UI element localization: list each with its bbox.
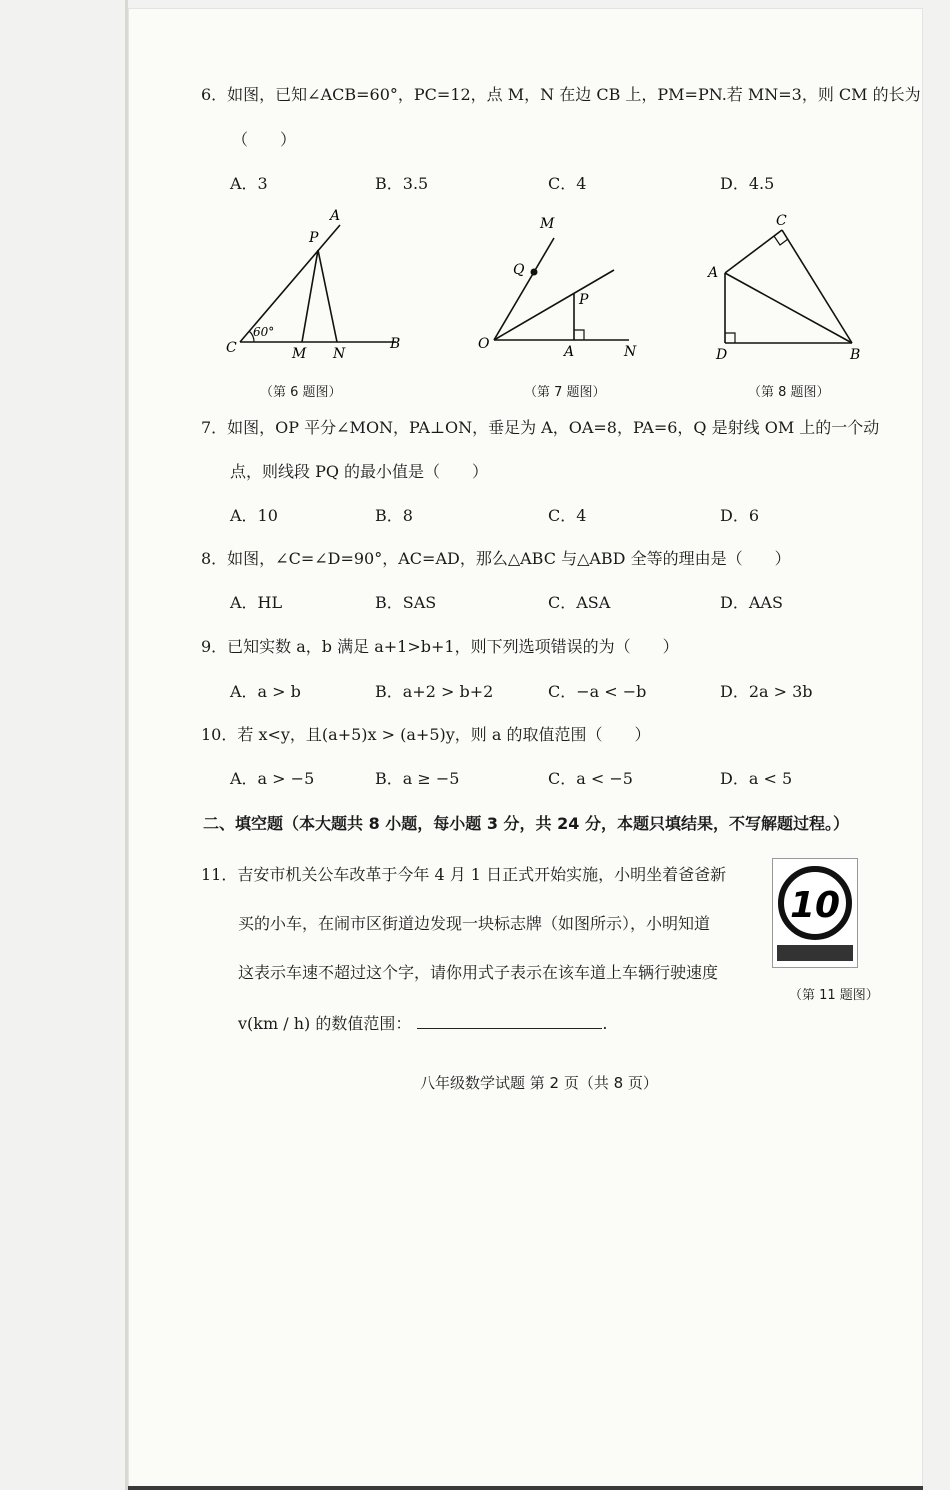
figure-8 bbox=[700, 205, 875, 365]
q8-option-d: D．AAS bbox=[720, 593, 783, 612]
q6-option-a: A．3 bbox=[230, 174, 268, 193]
q7-option-b: B．8 bbox=[375, 506, 413, 525]
label-m: M bbox=[292, 346, 307, 362]
q7-option-d: D．6 bbox=[720, 506, 760, 525]
q10-option-c: C．a < −5 bbox=[548, 769, 633, 788]
label-p: P bbox=[579, 292, 589, 308]
label-n: N bbox=[624, 344, 637, 360]
label-a: A bbox=[708, 265, 719, 281]
q8-stem: 8．如图，∠C=∠D=90°，AC=AD，那么△ABC 与△ABD 全等的理由是（ ） bbox=[201, 549, 791, 568]
segment-cb bbox=[782, 230, 852, 343]
label-b: B bbox=[390, 336, 401, 352]
label-m: M bbox=[540, 216, 555, 232]
point-q bbox=[531, 269, 538, 276]
label-b: B bbox=[850, 347, 861, 363]
q9-option-d: D．2a > 3b bbox=[720, 682, 813, 701]
q11-line-2: 买的小车，在闹市区街道边发现一块标志牌（如图所示），小明知道 bbox=[238, 914, 711, 933]
q8-option-c: C．ASA bbox=[548, 593, 611, 612]
label-q: Q bbox=[513, 262, 525, 278]
label-d: D bbox=[716, 347, 728, 363]
page-footer: 八年级数学试题 第 2 页（共 8 页） bbox=[420, 1074, 658, 1092]
label-c: C bbox=[226, 340, 237, 356]
q11-answer-blank[interactable] bbox=[417, 1014, 602, 1029]
figure-11-caption: （第 11 题图） bbox=[789, 988, 879, 1003]
q6-stem: 6．如图，已知∠ACB=60°，PC=12，点 M，N 在边 CB 上，PM=PN.若 MN=3，则 CM 的长为 bbox=[201, 85, 921, 104]
speed-limit-sign bbox=[772, 858, 858, 968]
q11-period: . bbox=[602, 1014, 608, 1033]
q7-stem: 7．如图，OP 平分∠MON，PA⊥ON，垂足为 A，OA=8，PA=6，Q 是射线 OM 上的一个动 bbox=[201, 418, 880, 437]
page-bottom-edge bbox=[128, 1486, 923, 1490]
ray-om bbox=[494, 238, 554, 340]
figure-8-caption: （第 8 题图） bbox=[748, 385, 830, 400]
sign-plate bbox=[777, 945, 853, 961]
figure-6 bbox=[220, 200, 410, 365]
q7-option-c: C．4 bbox=[548, 506, 587, 525]
line-pm bbox=[302, 250, 318, 342]
q11-line-3: 这表示车速不超过这个字，请你用式子表示在该车道上车辆行驶速度 bbox=[238, 963, 719, 982]
q7-option-a: A．10 bbox=[230, 506, 278, 525]
q10-stem: 10．若 x<y，且(a+5)x > (a+5)y，则 a 的取值范围（ ） bbox=[201, 725, 651, 744]
line-pn bbox=[318, 250, 337, 342]
q10-option-a: A．a > −5 bbox=[230, 769, 315, 788]
label-n: N bbox=[333, 346, 346, 362]
segment-ac bbox=[725, 230, 782, 273]
ray-op bbox=[494, 270, 614, 340]
sign-number: 10 bbox=[789, 885, 841, 926]
q9-option-c: C．−a < −b bbox=[548, 682, 647, 701]
q7-stem-continued: 点，则线段 PQ 的最小值是（ ） bbox=[230, 462, 489, 481]
q6-option-c: C．4 bbox=[548, 174, 587, 193]
q11-line-4 bbox=[238, 1011, 607, 1034]
label-a: A bbox=[564, 344, 575, 360]
q10-option-b: B．a ≥ −5 bbox=[375, 769, 460, 788]
q10-option-d: D．a < 5 bbox=[720, 769, 793, 788]
label-o: O bbox=[478, 336, 490, 352]
segment-ab bbox=[725, 273, 852, 343]
q6-option-d: D．4.5 bbox=[720, 174, 775, 193]
label-angle-60: 60° bbox=[253, 325, 275, 339]
label-p: P bbox=[309, 230, 319, 246]
q8-option-a: A．HL bbox=[230, 593, 283, 612]
right-angle-mark bbox=[574, 330, 584, 340]
q9-stem: 9．已知实数 a，b 满足 a+1>b+1，则下列选项错误的为（ ） bbox=[201, 637, 679, 656]
q9-option-a: A．a > b bbox=[230, 682, 301, 701]
label-c: C bbox=[776, 213, 787, 229]
label-a: A bbox=[330, 208, 341, 224]
figure-7-caption: （第 7 题图） bbox=[524, 385, 606, 400]
q9-option-b: B．a+2 > b+2 bbox=[375, 682, 494, 701]
figure-6-caption: （第 6 题图） bbox=[260, 385, 342, 400]
figure-7 bbox=[474, 210, 649, 365]
q11-prompt: v(km / h) 的数值范围： bbox=[238, 1014, 412, 1033]
q11-line-1: 11．吉安市机关公车改革于今年 4 月 1 日正式开始实施，小明坐着爸爸新 bbox=[201, 865, 727, 884]
right-angle-d bbox=[725, 333, 735, 343]
q6-option-b: B．3.5 bbox=[375, 174, 429, 193]
speed-sign-graphic bbox=[773, 859, 857, 967]
q8-option-b: B．SAS bbox=[375, 593, 437, 612]
q6-answer-paren: （ ） bbox=[232, 130, 297, 149]
section-2-title: 二、填空题（本大题共 8 小题，每小题 3 分，共 24 分，本题只填结果，不写解题过程。） bbox=[203, 814, 849, 833]
